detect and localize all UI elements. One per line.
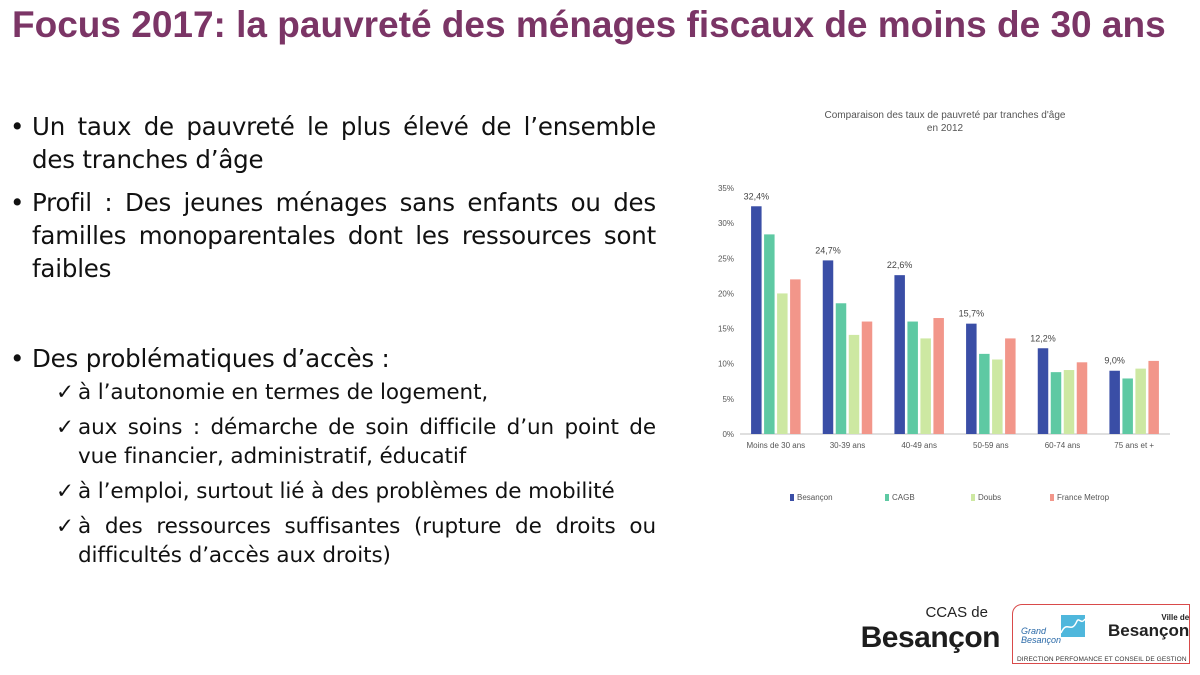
y-tick-label: 0% [722, 430, 734, 439]
y-tick-label: 35% [717, 184, 734, 193]
bar [777, 293, 788, 434]
x-axis [746, 441, 1154, 450]
chart-title [825, 110, 1066, 134]
grand-besancon-label: Grand Besançon [1021, 626, 1062, 645]
bar [920, 338, 931, 434]
bar [823, 260, 834, 434]
chart-title-line: en 2012 [926, 123, 964, 134]
bar [862, 322, 873, 434]
x-tick-label: 60-74 ans [1044, 441, 1081, 450]
x-tick-label: Moins de 30 ans [746, 441, 806, 450]
bar [992, 359, 1003, 434]
logo-area [850, 600, 1190, 670]
y-tick-label: 5% [722, 394, 734, 404]
y-tick-label: 10% [717, 359, 734, 369]
bar [907, 322, 918, 434]
y-tick-label: 30% [717, 219, 734, 229]
x-tick-label: 40-49 ans [901, 441, 937, 450]
legend-swatch [971, 494, 975, 501]
bar-data-label: 32,4% [743, 191, 770, 202]
y-tick-label: 25% [717, 254, 734, 264]
y-tick-label: 15% [717, 324, 734, 334]
ville-logo-name: Besançon [1108, 621, 1190, 640]
bar [1005, 338, 1016, 434]
bar [1109, 371, 1120, 434]
ccas-logo-name: Besançon [860, 621, 1000, 654]
legend-swatch [1050, 494, 1054, 501]
legend-label: CAGB [892, 493, 915, 502]
bar [790, 279, 801, 434]
bar-data-label: 24,7% [815, 245, 841, 256]
bar-series [744, 191, 1159, 434]
direction-label: DIRECTION PERFOMANCE ET CONSEIL DE GESTION [1017, 656, 1187, 663]
ccas-logo [850, 604, 1000, 655]
bar [1135, 369, 1146, 434]
bullet-highest-rate: • Un taux de pauvreté le plus élevé de l’ensemble des tranches d’âge [8, 110, 656, 176]
legend-label: Besançon [797, 493, 833, 502]
legend-label: Doubs [978, 493, 1002, 502]
bar [933, 318, 944, 434]
chart-title-line: Comparaison des taux de pauvreté par tranches d'âge [824, 110, 1066, 121]
bar [979, 354, 990, 434]
bullet-profile: • Profil : Des jeunes ménages sans enfants ou des familles monoparentales dont les ressources sont faibles [8, 186, 656, 285]
slide-title: Focus 2017: la pauvreté des ménages fiscaux de moins de 30 ans [12, 4, 1166, 45]
bar [836, 303, 847, 434]
bar [764, 234, 775, 434]
bar-data-label: 15,7% [958, 308, 985, 319]
poverty-bar-chart [700, 100, 1190, 520]
check-item-care: ✓ aux soins : démarche de soin difficile d’un point de vue financier, administratif, éducatif [56, 413, 656, 471]
legend-label: France Metrop [1057, 493, 1110, 502]
check-item-housing: ✓ à l’autonomie en termes de logement, [56, 378, 656, 407]
ville-logo [1108, 613, 1189, 640]
legend-swatch [790, 494, 794, 501]
chart-legend [790, 493, 1110, 502]
bar-data-label: 12,2% [1030, 333, 1056, 344]
bar [966, 324, 977, 434]
bar [1038, 348, 1049, 434]
bar [849, 335, 860, 434]
ville-logo-top: Ville de [1161, 613, 1190, 622]
x-tick-label: 50-59 ans [973, 441, 1009, 450]
legend-swatch [885, 494, 889, 501]
bar [751, 206, 762, 434]
bar [1122, 378, 1133, 434]
ville-grand-besancon-logo [1012, 604, 1190, 664]
y-tick-label: 20% [717, 289, 734, 299]
x-tick-label: 75 ans et + [1114, 441, 1155, 450]
bar-data-label: 22,6% [886, 260, 913, 271]
check-item-resources: ✓ à des ressources suffisantes (rupture de droits ou difficultés d’accès aux droits) [56, 512, 656, 570]
check-item-employment: ✓ à l’emploi, surtout lié à des problèmes de mobilité [56, 477, 656, 506]
bar [1051, 372, 1062, 434]
bar [1064, 370, 1075, 434]
bar [1148, 361, 1159, 434]
bullet-access-issues: • Des problématiques d’accès : [8, 342, 656, 375]
bullet-list [8, 110, 656, 576]
bar-data-label: 9,0% [1104, 355, 1125, 366]
ccas-logo-top: CCAS de [925, 604, 988, 621]
x-tick-label: 30-39 ans [829, 441, 866, 450]
bar [1077, 362, 1088, 434]
check-list [56, 378, 656, 570]
bar [894, 275, 905, 434]
